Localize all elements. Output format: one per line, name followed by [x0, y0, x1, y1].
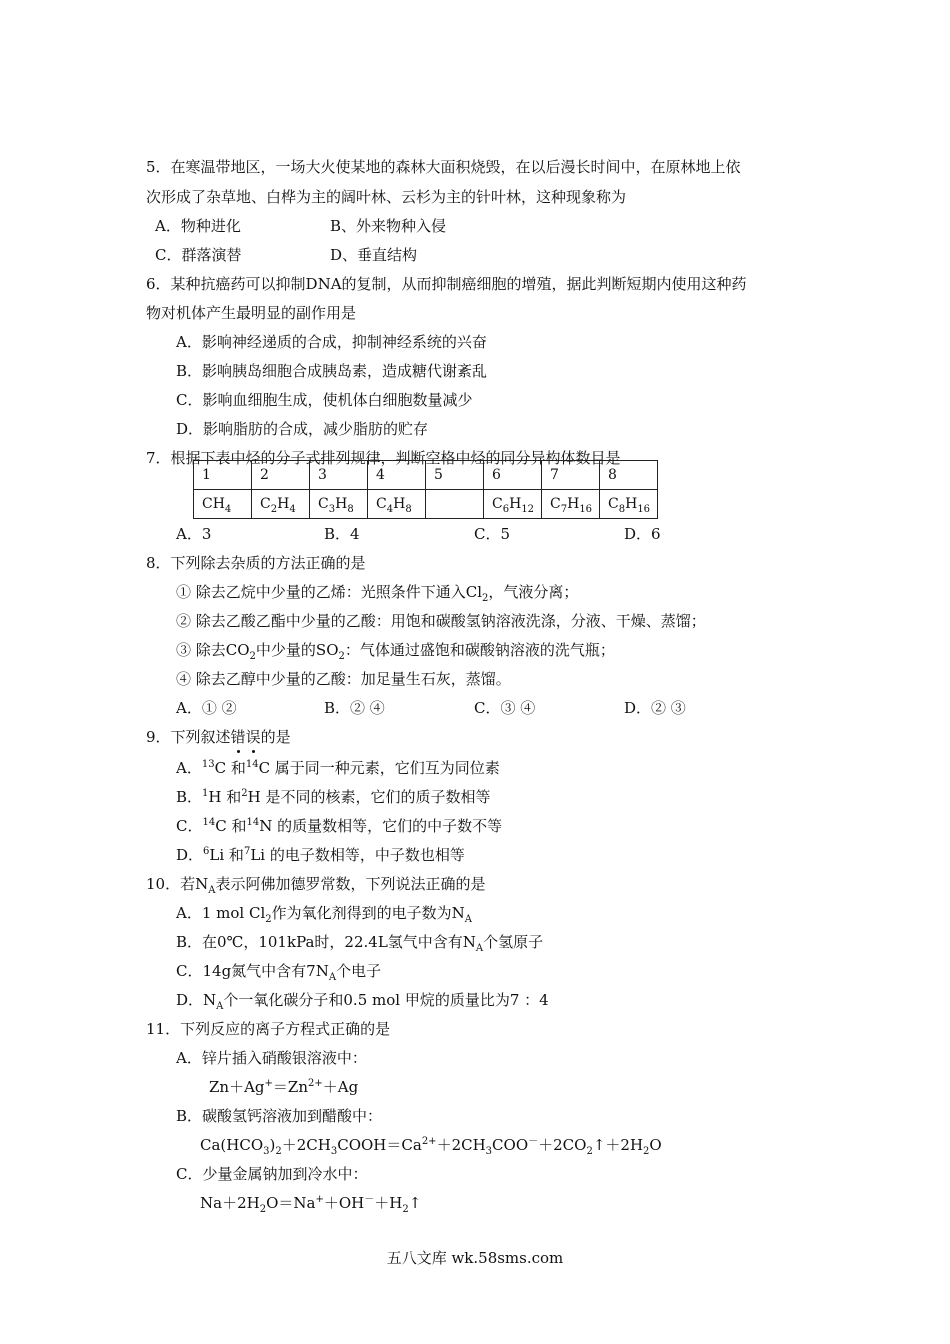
- table-cell-number: 2: [252, 461, 310, 490]
- q8-stem: 8．下列除去杂质的方法正确的是: [146, 554, 366, 572]
- q8-item-2: ② 除去乙酸乙酯中少量的乙酸：用饱和碳酸氢钠溶液洗涤，分液、干燥、蒸馏；: [176, 612, 706, 630]
- q9-option-d: D．$^6$Li 和$^7$Li 的电子数相等，中子数也相等: [176, 846, 465, 864]
- hydrocarbon-table: [193, 460, 658, 519]
- q8-option-c: C．③ ④: [474, 699, 536, 717]
- q5-option-b: B、外来物种入侵: [330, 217, 447, 235]
- table-cell-formula: $C_6H_{12}$: [484, 490, 542, 519]
- q5-stem-line1: 5．在寒温带地区，一场大火使某地的森林大面积烧毁，在以后漫长时间中，在原林地上依: [146, 158, 741, 176]
- q11-option-a: A．锌片插入硝酸银溶液中：: [176, 1049, 367, 1067]
- table-cell-formula: $C_7H_{16}$: [542, 490, 600, 519]
- q6-option-a: A．影响神经递质的合成，抑制神经系统的兴奋: [176, 333, 487, 351]
- q6-stem-line2: 物对机体产生最明显的副作用是: [146, 304, 357, 322]
- table-cell-number: 5: [426, 461, 484, 490]
- q6-option-c: C．影响血细胞生成，使机体白细胞数量减少: [176, 391, 473, 409]
- q8-item-4: ④ 除去乙醇中少量的乙酸：加足量生石灰，蒸馏。: [176, 670, 511, 688]
- q11-equation-a: $Zn+Ag^+=Zn^{2+}+Ag$: [209, 1078, 359, 1096]
- table-cell-formula: $C_3H_8$: [310, 490, 368, 519]
- table-cell-number: 6: [484, 461, 542, 490]
- q9-option-b: B．$^1$H 和$^2$H 是不同的核素，它们的质子数相等: [176, 788, 491, 806]
- q10-option-a: A．1 mol $Cl_2$作为氧化剂得到的电子数为$N_A$: [176, 904, 472, 925]
- q7-option-d: D．6: [624, 525, 661, 543]
- table-cell-number: 1: [194, 461, 252, 490]
- q10-stem: 10．若$N_A$表示阿佛加德罗常数，下列说法正确的是: [146, 875, 486, 896]
- q7-option-b: B．4: [324, 525, 360, 543]
- q8-item-1: ① 除去乙烷中少量的乙烯：光照条件下通入$Cl_2$，气液分离；: [176, 583, 579, 604]
- table-cell-formula: $C_8H_{16}$: [600, 490, 658, 519]
- q10-option-d: D．$N_A$个一氧化碳分子和0.5 mol 甲烷的质量比为7 ：4: [176, 991, 549, 1012]
- table-cell-number: 4: [368, 461, 426, 490]
- q8-option-a: A．① ②: [176, 699, 237, 717]
- q11-equation-c: $Na+2H_2O=Na^++OH^-+H_2↑$: [200, 1194, 422, 1215]
- q10-option-c: C．14g氮气中含有$7N_A$个电子: [176, 962, 382, 983]
- q9-stem: 9．下列叙述错误的是: [146, 728, 291, 746]
- table-cell-formula: $CH_4$: [194, 490, 252, 519]
- q5-option-c: C．群落演替: [155, 246, 242, 264]
- table-cell-number: 8: [600, 461, 658, 490]
- q11-stem: 11．下列反应的离子方程式正确的是: [146, 1020, 391, 1038]
- table-row-numbers: [194, 461, 658, 490]
- q11-option-c: C．少量金属钠加到冷水中：: [176, 1165, 368, 1183]
- q6-option-d: D．影响脂肪的合成，减少脂肪的贮存: [176, 420, 429, 438]
- q9-option-a: A．$^{13}$C 和$^{14}$C 属于同一种元素，它们互为同位素: [176, 759, 500, 777]
- q10-option-b: B．在0℃，101kPa时，22.4L氢气中含有$N_A$个氢原子: [176, 933, 544, 954]
- table-row-formulas: [194, 490, 658, 519]
- table-cell-formula: $C_4H_8$: [368, 490, 426, 519]
- emphasis-dot: 误: [245, 728, 261, 746]
- q7-stem: 7．根据下表中烃的分子式排列规律，判断空格中烃的同分异构体数目是: [146, 449, 621, 467]
- q11-equation-b: $Ca(HCO_3)_2+2CH_3COOH=Ca^{2+}+2CH_3COO^-+2CO_2↑+2H_2O$: [200, 1136, 662, 1157]
- q5-option-d: D、垂直结构: [330, 246, 418, 264]
- q5-stem-line2: 次形成了杂草地、白桦为主的阔叶林、云杉为主的针叶林，这种现象称为: [146, 188, 627, 206]
- q9-option-c: C．$^{14}$C 和$^{14}$N 的质量数相等，它们的中子数不等: [176, 817, 503, 835]
- table-cell-formula: $C_2H_4$: [252, 490, 310, 519]
- footer-watermark: 五八文库 wk.58sms.com: [386, 1249, 564, 1267]
- q7-option-a: A．3: [176, 525, 212, 543]
- q8-option-b: B．② ④: [324, 699, 385, 717]
- q11-option-b: B．碳酸氢钙溶液加到醋酸中：: [176, 1107, 383, 1125]
- q8-item-3: ③ 除去$CO_2$中少量的$SO_2$：气体通过盛饱和碳酸钠溶液的洗气瓶；: [176, 641, 615, 662]
- table-cell-number: 3: [310, 461, 368, 490]
- table-cell-formula-blank: [426, 490, 484, 519]
- q7-option-c: C．5: [474, 525, 511, 543]
- q5-option-a: A．物种进化: [155, 217, 241, 235]
- table-cell-number: 7: [542, 461, 600, 490]
- q8-option-d: D．② ③: [624, 699, 686, 717]
- q6-stem-line1: 6．某种抗癌药可以抑制DNA的复制，从而抑制癌细胞的增殖，据此判断短期内使用这种药: [146, 275, 747, 293]
- emphasis-dot: 错: [230, 728, 246, 746]
- q6-option-b: B．影响胰岛细胞合成胰岛素，造成糖代谢紊乱: [176, 362, 488, 380]
